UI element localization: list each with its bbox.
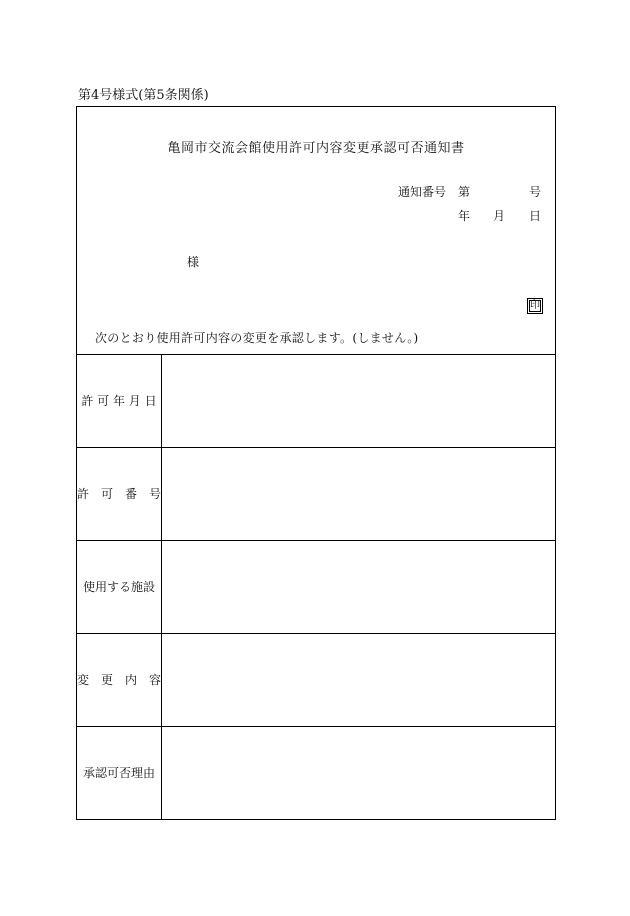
date-year: 年: [458, 209, 471, 223]
seal-text: 印: [530, 300, 540, 311]
row-label: 変 更 内 容: [77, 633, 162, 726]
form-rows: [77, 354, 555, 819]
permit-date-field[interactable]: [162, 354, 555, 447]
form-number: 第4号様式(第5条関係): [78, 88, 209, 103]
form-header: [77, 107, 555, 355]
row-label: 承認可否理由: [77, 726, 162, 819]
row-change-details: [77, 633, 555, 727]
document-title: 亀岡市交流会館使用許可内容変更承認可否通知書: [167, 141, 465, 156]
permit-number-field[interactable]: [162, 447, 555, 540]
row-permit-number: [77, 447, 555, 541]
facility-field[interactable]: [162, 540, 555, 633]
date-day: 日: [529, 209, 542, 223]
date-month: 月: [493, 209, 506, 223]
seal-mark: [527, 298, 543, 314]
change-details-field[interactable]: [162, 633, 555, 726]
addressee-suffix: 様: [187, 255, 200, 269]
form-frame: [76, 106, 556, 820]
row-label: 許 可 年 月 日: [77, 354, 162, 447]
notice-number-prefix: 第: [458, 185, 471, 199]
row-facility: [77, 540, 555, 634]
row-permit-date: [77, 354, 555, 448]
approval-reason-field[interactable]: [162, 726, 555, 819]
row-label: 使用する施設: [77, 540, 162, 633]
approval-statement: 次のとおり使用許可内容の変更を承認します。(しません。): [95, 331, 419, 345]
row-approval-reason: [77, 726, 555, 819]
notice-number-suffix: 号: [529, 185, 542, 199]
row-label: 許 可 番 号: [77, 447, 162, 540]
notice-number-label: 通知番号: [398, 185, 447, 199]
